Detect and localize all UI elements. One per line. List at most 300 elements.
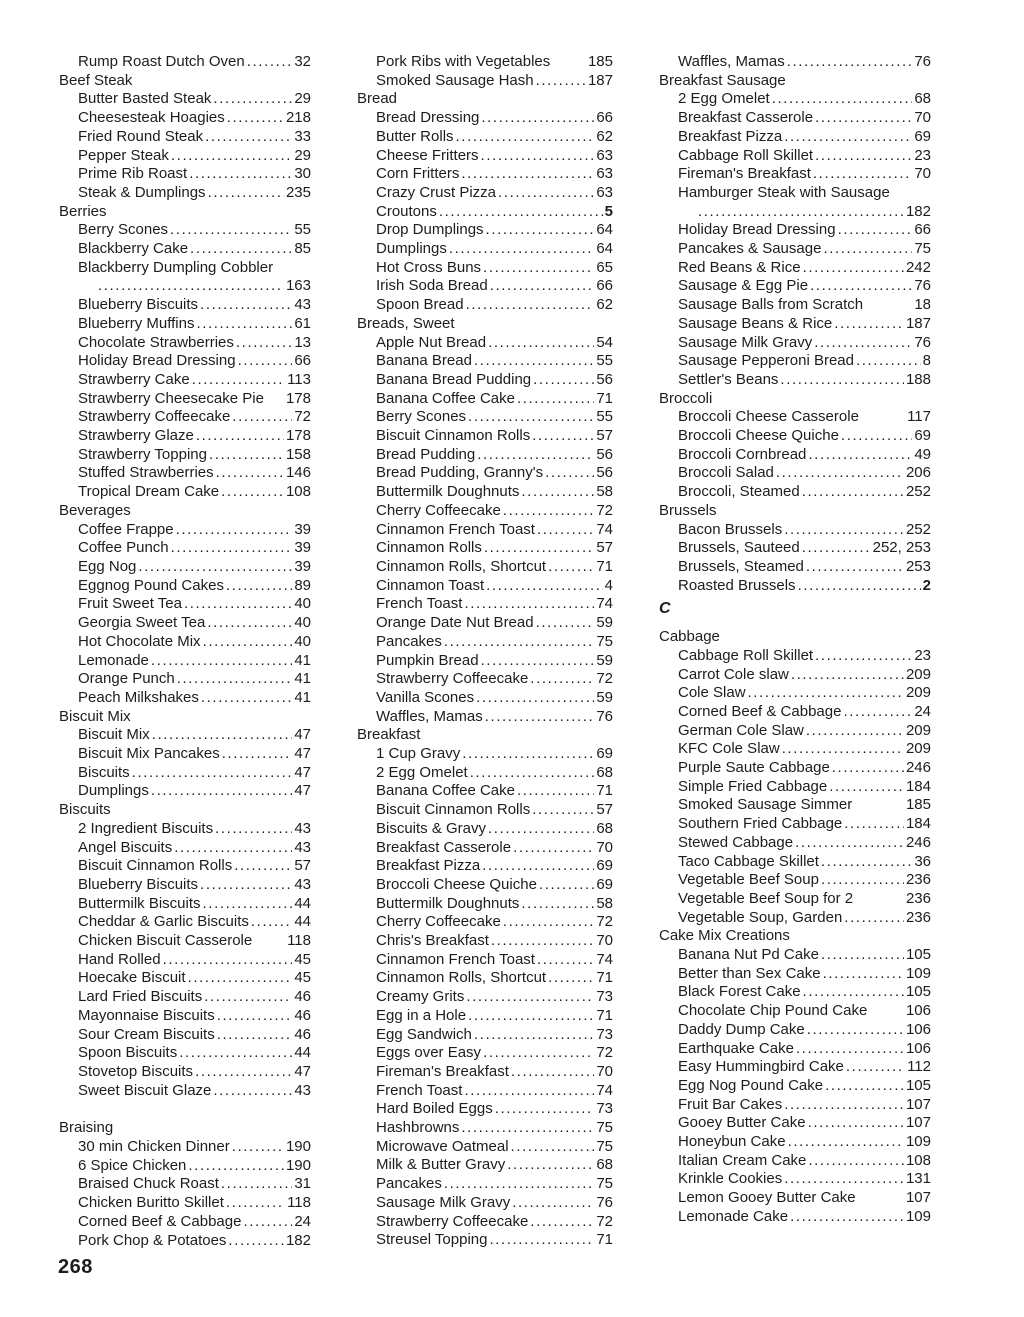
index-entry xyxy=(659,53,931,72)
index-entry xyxy=(659,759,931,778)
dot-leader xyxy=(784,1096,904,1115)
dot-leader xyxy=(808,1114,904,1133)
dot-leader xyxy=(200,296,292,315)
entry-page-number: 55 xyxy=(596,352,613,370)
index-section xyxy=(59,1119,311,1250)
letter-heading: C xyxy=(659,600,671,618)
entry-title: Blueberry Muffins xyxy=(78,314,195,332)
dot-leader xyxy=(228,1232,284,1251)
entry-title: Pumpkin Bread xyxy=(376,651,479,669)
entry-page-number: 44 xyxy=(294,894,311,912)
entry-title: Pancakes xyxy=(376,1175,442,1193)
entry-page-number: 30 xyxy=(294,165,311,183)
entry-title: Blueberry Biscuits xyxy=(78,296,199,314)
dot-leader xyxy=(190,240,292,259)
index-entry xyxy=(59,1044,311,1063)
index-entry xyxy=(659,1040,931,1059)
entry-page-number: 47 xyxy=(294,745,311,763)
index-entry xyxy=(659,427,931,446)
index-entry xyxy=(659,684,931,703)
dot-leader xyxy=(486,577,603,596)
index-entry xyxy=(659,577,931,596)
entry-title: Red Beans & Rice xyxy=(678,258,801,276)
index-entry xyxy=(357,128,613,147)
index-entry xyxy=(659,1002,931,1021)
index-entry xyxy=(59,53,311,72)
index-entry xyxy=(357,72,613,91)
index-entry xyxy=(659,1021,931,1040)
dot-leader xyxy=(464,1082,594,1101)
index-entry xyxy=(357,1213,613,1232)
entry-page-number: 206 xyxy=(905,464,931,482)
index-entry xyxy=(659,371,931,390)
entry-page-number: 40 xyxy=(294,595,311,613)
index-entry xyxy=(357,782,613,801)
dot-leader xyxy=(221,483,284,502)
entry-page-number: 218 xyxy=(285,109,311,127)
entry-title: Banana Coffee Cake xyxy=(376,782,515,800)
entry-title: Bread Pudding, Granny's xyxy=(376,464,544,482)
entry-page-number: 76 xyxy=(596,707,613,725)
dot-leader xyxy=(790,1208,904,1227)
entry-title: Strawberry Cake xyxy=(78,370,190,388)
entry-page-number: 74 xyxy=(596,520,613,538)
dot-leader xyxy=(486,221,595,240)
entry-page-number: 43 xyxy=(294,819,311,837)
dot-leader xyxy=(232,408,292,427)
index-entry xyxy=(357,558,613,577)
entry-page-number: 65 xyxy=(596,258,613,276)
dot-leader xyxy=(823,965,904,984)
index-entry xyxy=(659,1208,931,1227)
index-section xyxy=(659,628,931,927)
dot-leader xyxy=(163,951,293,970)
entry-page-number: 236 xyxy=(905,889,931,907)
entry-title: Breakfast Casserole xyxy=(376,838,512,856)
dot-leader xyxy=(481,652,595,671)
index-entry xyxy=(659,147,931,166)
index-section xyxy=(357,90,613,314)
entry-title: Roasted Brussels xyxy=(678,576,796,594)
dot-leader xyxy=(476,689,594,708)
entry-page-number: 108 xyxy=(285,483,311,501)
index-entry xyxy=(659,521,931,540)
dot-leader xyxy=(784,1170,904,1189)
entry-page-number: 185 xyxy=(905,796,931,814)
dot-leader xyxy=(474,1026,594,1045)
dot-leader xyxy=(807,1021,904,1040)
index-entry xyxy=(357,951,613,970)
entry-page-number: 44 xyxy=(294,1044,311,1062)
entry-page-number: 71 xyxy=(596,1231,613,1249)
index-entry xyxy=(659,90,931,109)
dot-leader xyxy=(545,464,594,483)
entry-page-number: 106 xyxy=(905,1002,931,1020)
entry-title: Apple Nut Bread xyxy=(376,333,487,351)
entry-page-number: 187 xyxy=(587,71,613,89)
entry-page-number: 39 xyxy=(294,520,311,538)
entry-page-number: 118 xyxy=(287,1194,311,1212)
dot-leader xyxy=(138,558,292,577)
entry-page-number: 71 xyxy=(596,1006,613,1024)
entry-page-number: 13 xyxy=(294,333,311,351)
entry-page-number: 252 xyxy=(905,520,931,538)
entry-page-number: 109 xyxy=(905,1207,931,1225)
entry-title: Smoked Sausage Hash xyxy=(376,71,534,89)
entry-title: Buttermilk Doughnuts xyxy=(376,894,520,912)
entry-page-number: 75 xyxy=(596,1119,613,1137)
entry-title: Strawberry Coffeecake xyxy=(376,670,529,688)
dot-leader xyxy=(512,1194,594,1213)
entry-title: 1 Cup Gravy xyxy=(376,745,461,763)
dot-leader xyxy=(477,446,594,465)
entry-page-number: 59 xyxy=(596,688,613,706)
index-entry xyxy=(659,539,931,558)
index-entry xyxy=(59,1007,311,1026)
entry-page-number: 131 xyxy=(905,1170,931,1188)
entry-page-number: 29 xyxy=(294,146,311,164)
entry-page-number: 24 xyxy=(294,1212,311,1230)
entry-title: Cheddar & Garlic Biscuits xyxy=(78,913,249,931)
index-entry xyxy=(659,834,931,853)
index-entry xyxy=(357,895,613,914)
index-entry xyxy=(659,277,931,296)
entry-title: Stewed Cabbage xyxy=(678,833,794,851)
entry-page-number: 158 xyxy=(285,445,311,463)
entry-title: Holiday Bread Dressing xyxy=(678,221,836,239)
index-entry xyxy=(659,315,931,334)
dot-leader xyxy=(464,595,594,614)
entry-page-number: 46 xyxy=(294,1006,311,1024)
entry-title: Berry Scones xyxy=(78,221,169,239)
entry-title: Hot Cross Buns xyxy=(376,258,482,276)
index-entry xyxy=(357,1044,613,1063)
index-entry xyxy=(357,820,613,839)
dot-leader xyxy=(482,857,594,876)
entry-title: Braised Chuck Roast xyxy=(78,1175,219,1193)
index-entry xyxy=(357,1119,613,1138)
entry-page-number: 57 xyxy=(596,427,613,445)
index-entry xyxy=(357,988,613,1007)
entry-page-number: 47 xyxy=(294,782,311,800)
entry-title: Sausage Balls from Scratch xyxy=(678,296,864,314)
page-number: 268 xyxy=(58,1256,93,1278)
dot-leader xyxy=(444,633,594,652)
dot-leader xyxy=(456,128,595,147)
entry-title: Settler's Beans xyxy=(678,370,779,388)
dot-leader xyxy=(251,913,292,932)
entry-page-number: 69 xyxy=(596,875,613,893)
dot-leader xyxy=(507,1156,594,1175)
entry-page-number: 76 xyxy=(914,53,931,70)
entry-page-number: 72 xyxy=(596,1212,613,1230)
entry-title: Creamy Grits xyxy=(376,988,465,1006)
entry-page-number: 75 xyxy=(914,240,931,258)
index-entry xyxy=(357,857,613,876)
entry-title: Chicken Biscuit Casserole xyxy=(78,932,253,950)
index-entry xyxy=(357,1063,613,1082)
section-heading: Brussels xyxy=(659,501,717,519)
entry-page-number: 75 xyxy=(596,1137,613,1155)
entry-page-number: 184 xyxy=(905,815,931,833)
entry-title: Breakfast Casserole xyxy=(678,109,814,127)
index-entry xyxy=(357,913,613,932)
index-entry xyxy=(59,1194,311,1213)
entry-title: Fruit Sweet Tea xyxy=(78,595,182,613)
entry-title: Lard Fried Biscuits xyxy=(78,988,203,1006)
entry-page-number: 47 xyxy=(294,1062,311,1080)
index-entry xyxy=(357,1194,613,1213)
index-section xyxy=(659,927,931,1226)
entry-title: Lemonade xyxy=(78,651,149,669)
entry-title: Broccoli Cornbread xyxy=(678,445,807,463)
entry-page-number: 105 xyxy=(905,983,931,1001)
index-entry xyxy=(659,890,931,909)
index-entry xyxy=(59,296,311,315)
entry-title: 30 min Chicken Dinner xyxy=(78,1138,230,1156)
section-heading: Broccoli xyxy=(659,389,713,407)
dot-leader xyxy=(498,184,594,203)
entry-page-number: 242 xyxy=(905,258,931,276)
index-entry xyxy=(59,371,311,390)
entry-page-number: 41 xyxy=(294,651,311,669)
dot-leader xyxy=(98,277,284,296)
entry-title: Biscuits & Gravy xyxy=(376,819,487,837)
index-entry xyxy=(59,764,311,783)
index-entry xyxy=(357,165,613,184)
entry-title: Orange Punch xyxy=(78,670,175,688)
entry-title: Bread Dressing xyxy=(376,109,480,127)
index-entry xyxy=(659,965,931,984)
dot-leader xyxy=(152,726,293,745)
entry-title: Tropical Dream Cake xyxy=(78,483,220,501)
entry-title: Egg Nog Pound Cake xyxy=(678,1076,824,1094)
entry-page-number: 89 xyxy=(294,576,311,594)
entry-title: Biscuit Cinnamon Rolls xyxy=(78,857,233,875)
dot-leader xyxy=(846,1058,905,1077)
entry-page-number: 107 xyxy=(905,1189,931,1207)
dot-leader xyxy=(200,876,292,895)
dot-leader xyxy=(481,147,595,166)
entry-title: Vanilla Scones xyxy=(376,688,475,706)
entry-title: Spoon Bread xyxy=(376,296,464,314)
entry-page-number: 188 xyxy=(905,370,931,388)
entry-title: Chocolate Strawberries xyxy=(78,333,234,351)
index-entry xyxy=(357,670,613,689)
dot-leader xyxy=(201,689,292,708)
dot-leader xyxy=(489,1231,594,1250)
entry-title: Sausage Milk Gravy xyxy=(678,333,813,351)
index-entry xyxy=(357,408,613,427)
dot-leader xyxy=(784,521,904,540)
entry-page-number: 112 xyxy=(907,1058,931,1076)
entry-page-number: 70 xyxy=(914,109,931,127)
entry-title: Cinnamon Toast xyxy=(376,576,485,594)
index-section xyxy=(659,53,931,72)
entry-page-number: 64 xyxy=(596,221,613,239)
entry-page-number: 31 xyxy=(294,1175,311,1193)
index-entry xyxy=(659,815,931,834)
dot-leader xyxy=(483,1044,594,1063)
dot-leader xyxy=(843,703,912,722)
entry-page-number: 62 xyxy=(596,296,613,314)
entry-title: Biscuit Mix xyxy=(78,726,150,744)
entry-page-number: 118 xyxy=(287,932,311,950)
entry-title: Cole Slaw xyxy=(678,684,746,702)
index-entry xyxy=(357,764,613,783)
entry-page-number: 71 xyxy=(596,782,613,800)
index-entry xyxy=(59,1175,311,1194)
entry-title: Drop Dumplings xyxy=(376,221,484,239)
index-entry xyxy=(659,703,931,722)
entry-title: Hamburger Steak with Sausage xyxy=(678,183,890,201)
index-entry xyxy=(357,539,613,558)
dot-leader xyxy=(806,722,904,741)
dot-leader xyxy=(495,1100,595,1119)
entry-page-number: 39 xyxy=(294,557,311,575)
dot-leader xyxy=(226,577,292,596)
index-entry xyxy=(357,334,613,353)
index-entry xyxy=(659,1133,931,1152)
entry-title: Easy Hummingbird Cake xyxy=(678,1058,844,1076)
entry-page-number: 63 xyxy=(596,165,613,183)
dot-leader xyxy=(238,352,293,371)
dot-leader xyxy=(184,595,292,614)
entry-page-number: 47 xyxy=(294,726,311,744)
entry-page-number: 69 xyxy=(596,745,613,763)
entry-title: 6 Spice Chicken xyxy=(78,1156,187,1174)
entry-page-number: 109 xyxy=(905,1133,931,1151)
entry-title: Lemonade Cake xyxy=(678,1207,789,1225)
index-entry xyxy=(59,839,311,858)
index-entry xyxy=(59,221,311,240)
dot-leader xyxy=(821,871,904,890)
entry-page-number: 55 xyxy=(596,408,613,426)
index-column-3 xyxy=(659,53,931,1250)
index-section xyxy=(59,203,311,502)
entry-title: Breakfast Pizza xyxy=(678,127,783,145)
entry-page-number: 209 xyxy=(905,684,931,702)
entry-page-number: 18 xyxy=(914,296,931,314)
entry-title: Egg Sandwich xyxy=(376,1025,472,1043)
index-section xyxy=(59,801,311,1100)
index-entry xyxy=(357,839,613,858)
index-entry xyxy=(659,1096,931,1115)
index-entry xyxy=(357,801,613,820)
index-entry xyxy=(659,334,931,353)
section-heading: Cake Mix Creations xyxy=(659,927,790,945)
dot-leader xyxy=(466,296,595,315)
entry-page-number: 58 xyxy=(596,894,613,912)
entry-title: Sausage & Egg Pie xyxy=(678,277,809,295)
entry-page-number: 4 xyxy=(604,576,613,594)
entry-page-number: 47 xyxy=(294,763,311,781)
dot-leader xyxy=(234,857,292,876)
entry-title: Simple Fried Cabbage xyxy=(678,777,828,795)
entry-title: Krinkle Cookies xyxy=(678,1170,783,1188)
entry-title: Hot Chocolate Mix xyxy=(78,632,201,650)
entry-title: Brussels, Steamed xyxy=(678,557,804,575)
entry-page-number: 163 xyxy=(285,277,311,295)
entry-page-number: 55 xyxy=(294,221,311,239)
entry-page-number: 252 xyxy=(905,483,931,501)
dot-leader xyxy=(490,277,595,296)
index-entry xyxy=(357,427,613,446)
index-column-1 xyxy=(59,53,311,1250)
entry-page-number: 70 xyxy=(914,165,931,183)
index-entry xyxy=(357,240,613,259)
index-entry xyxy=(59,184,311,203)
entry-page-number: 24 xyxy=(914,702,931,720)
entry-title: Orange Date Nut Bread xyxy=(376,614,534,632)
dot-leader xyxy=(823,240,912,259)
section-heading: Beef Steak xyxy=(59,71,133,89)
dot-leader xyxy=(196,315,292,334)
index-section xyxy=(59,708,311,802)
dot-leader xyxy=(217,1007,293,1026)
entry-page-number: 74 xyxy=(596,950,613,968)
dot-leader xyxy=(784,128,912,147)
entry-page-number: 59 xyxy=(596,614,613,632)
dot-leader xyxy=(815,647,912,666)
index-entry xyxy=(357,614,613,633)
index-entry xyxy=(357,502,613,521)
entry-title: Streusel Topping xyxy=(376,1231,488,1249)
dot-leader xyxy=(808,1152,904,1171)
entry-title: Sausage Pepperoni Bread xyxy=(678,352,854,370)
entry-title: Bacon Brussels xyxy=(678,520,783,538)
index-entry xyxy=(659,464,931,483)
entry-title: Mayonnaise Biscuits xyxy=(78,1006,215,1024)
entry-title: Vegetable Beef Soup xyxy=(678,871,819,889)
entry-title: Crazy Crust Pizza xyxy=(376,183,497,201)
entry-title: Stuffed Strawberries xyxy=(78,464,214,482)
entry-page-number: 66 xyxy=(914,221,931,239)
entry-page-number: 75 xyxy=(596,1175,613,1193)
index-entry xyxy=(659,408,931,427)
dot-leader xyxy=(536,72,586,91)
dot-leader xyxy=(468,1007,594,1026)
index-entry xyxy=(659,165,931,184)
entry-title: Cherry Coffeecake xyxy=(376,913,501,931)
index-entry xyxy=(59,969,311,988)
entry-title: Buttermilk Biscuits xyxy=(78,894,201,912)
dot-leader xyxy=(532,427,594,446)
entry-title: Milk & Butter Gravy xyxy=(376,1156,506,1174)
index-entry xyxy=(59,539,311,558)
section-heading: Braising xyxy=(59,1119,114,1137)
index-entry xyxy=(357,521,613,540)
dot-leader xyxy=(195,1063,292,1082)
entry-title: Rump Roast Dutch Oven xyxy=(78,53,245,70)
dot-leader xyxy=(548,969,594,988)
dot-leader xyxy=(780,371,904,390)
dot-leader xyxy=(488,334,594,353)
entry-page-number: 63 xyxy=(596,146,613,164)
index-entry xyxy=(357,446,613,465)
index-entry xyxy=(357,464,613,483)
index-entry xyxy=(357,147,613,166)
dot-leader xyxy=(468,408,594,427)
dot-leader xyxy=(217,1026,293,1045)
dot-leader xyxy=(513,839,594,858)
entry-title: Breakfast Pizza xyxy=(376,857,481,875)
dot-leader xyxy=(484,539,594,558)
index-entry xyxy=(59,633,311,652)
entry-page-number: 46 xyxy=(294,988,311,1006)
entry-page-number: 57 xyxy=(294,857,311,875)
entry-page-number: 73 xyxy=(596,1100,613,1118)
